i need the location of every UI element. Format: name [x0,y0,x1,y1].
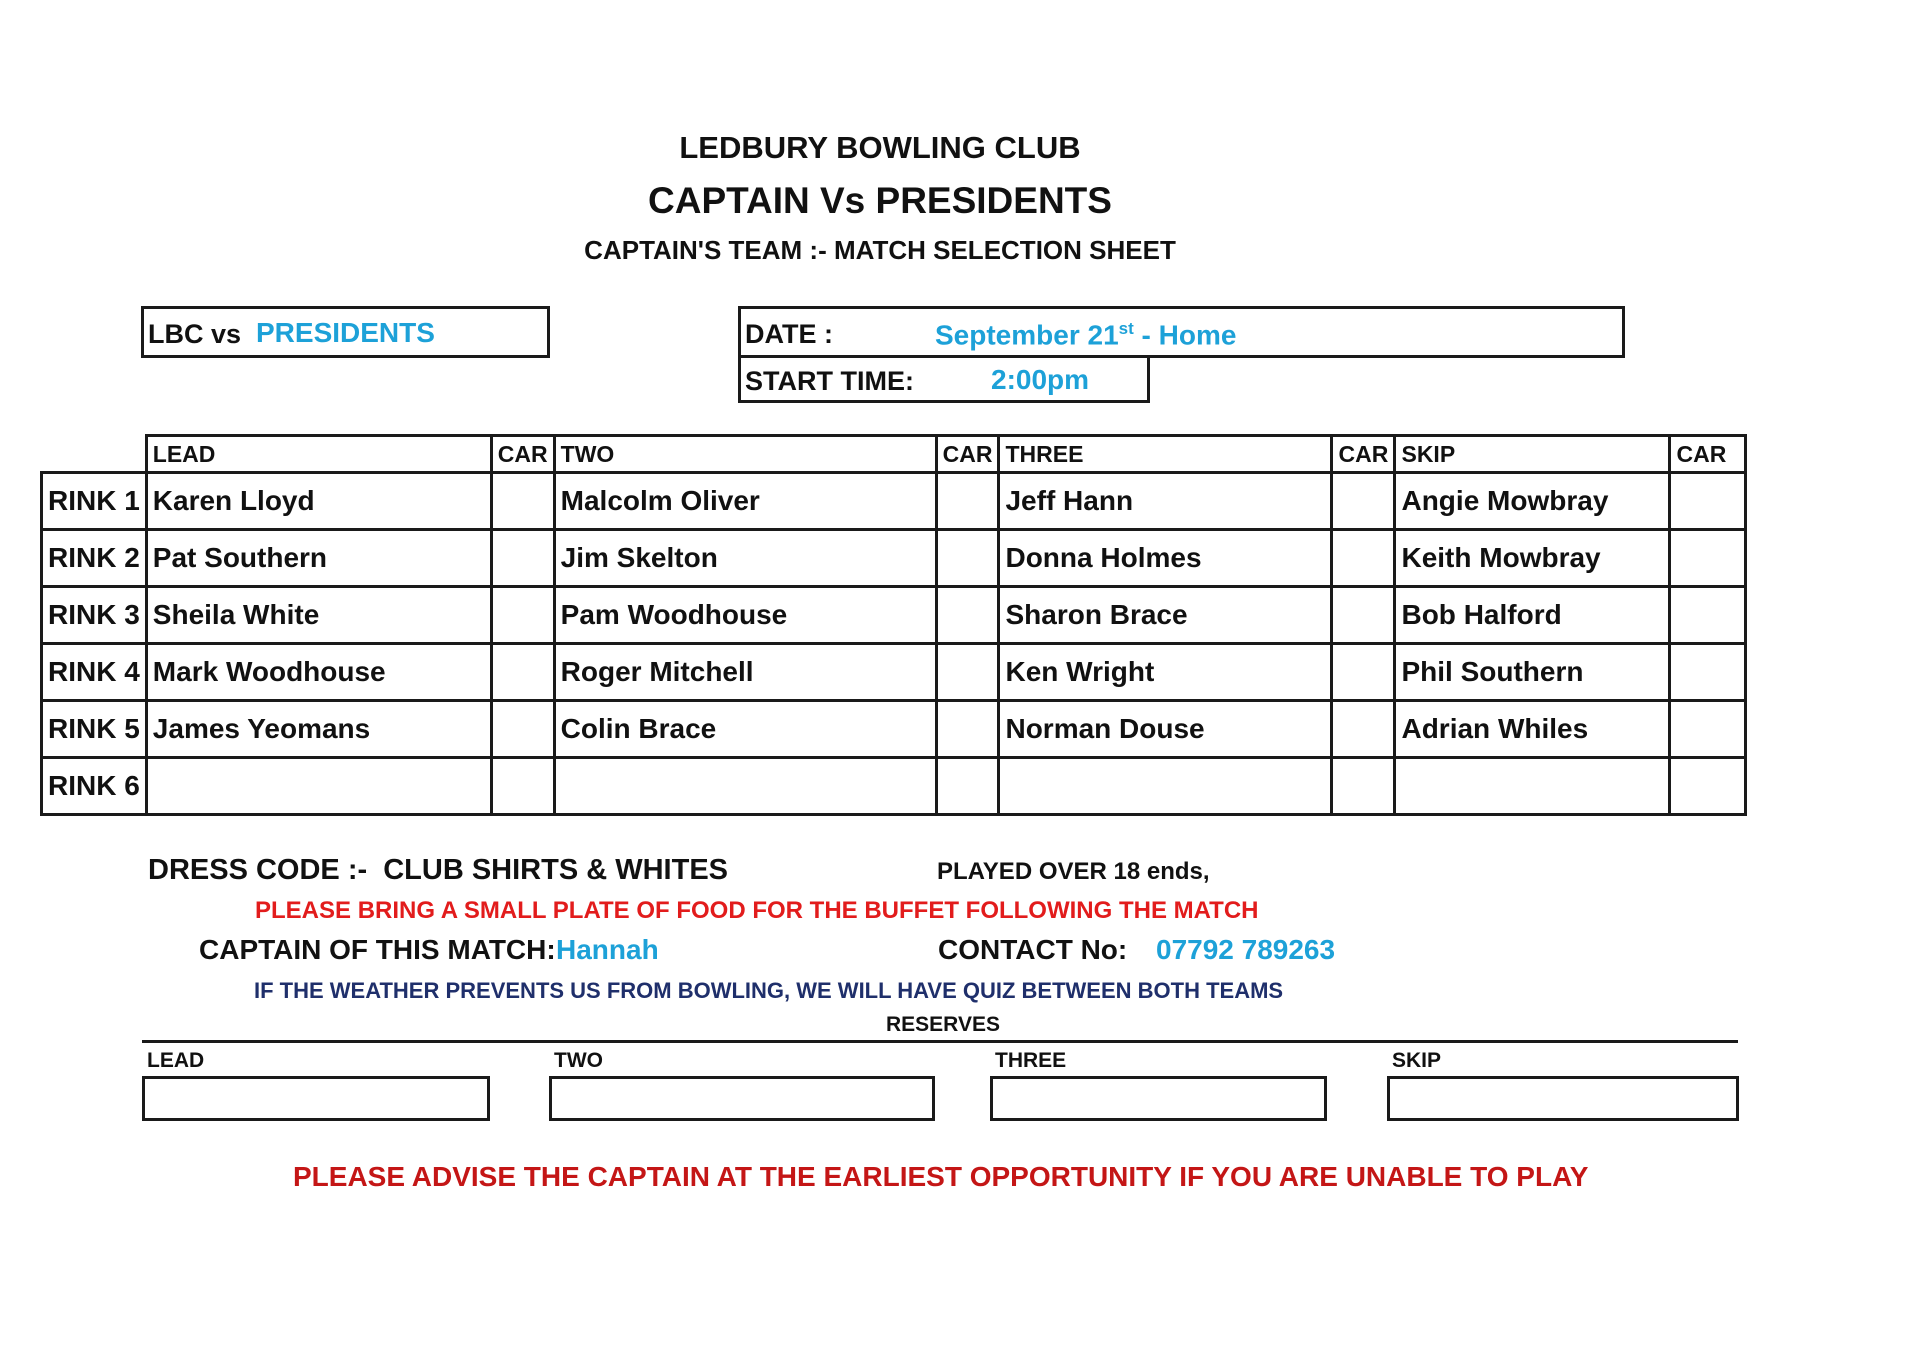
three-cell: Sharon Brace [999,587,1332,644]
reserve-label-lead: LEAD [147,1049,205,1072]
table-header-row [42,436,1746,473]
car-cell [491,701,554,758]
car-cell [491,473,554,530]
car-cell [1670,758,1746,815]
two-cell: Roger Mitchell [554,644,936,701]
date-value-sup: st [1118,319,1134,338]
col-header-lead: LEAD [146,436,491,473]
two-cell: Malcolm Oliver [554,473,936,530]
car-cell [1332,644,1395,701]
car-cell [1332,473,1395,530]
car-cell [491,587,554,644]
skip-cell: Bob Halford [1395,587,1670,644]
skip-cell: Adrian Whiles [1395,701,1670,758]
car-cell [491,644,554,701]
two-cell: Colin Brace [554,701,936,758]
car-cell [1670,701,1746,758]
three-cell: Norman Douse [999,701,1332,758]
start-time-box [738,355,1150,403]
col-header-skip: SKIP [1395,436,1670,473]
advise-note: PLEASE ADVISE THE CAPTAIN AT THE EARLIEST OPPORTUNITY IF YOU ARE UNABLE TO PLAY [293,1161,1589,1192]
start-time-value: 2:00pm [991,364,1090,395]
reserve-box-two[interactable] [549,1076,935,1121]
car-cell [1670,644,1746,701]
car-cell [491,758,554,815]
date-value [935,319,1236,351]
car-cell [936,758,999,815]
reserve-label-skip: SKIP [1392,1049,1442,1072]
car-cell [1670,587,1746,644]
col-header-car: CAR [1670,436,1746,473]
rink-label: RINK 2 [42,530,147,587]
table-row [42,473,1746,530]
contact-label: CONTACT No: [938,934,1128,965]
table-row [42,701,1746,758]
skip-cell: Angie Mowbray [1395,473,1670,530]
table-row [42,758,1746,815]
rinks-table [40,434,1747,816]
date-value-main: September 21 [935,319,1119,351]
three-cell: Jeff Hann [999,473,1332,530]
date-box [738,306,1625,358]
club-title: LEDBURY BOWLING CLUB [679,130,1081,165]
table-row [42,644,1746,701]
reserve-label-two: TWO [554,1049,603,1072]
three-cell: Ken Wright [999,644,1332,701]
col-header-two: TWO [554,436,936,473]
sheet-title: CAPTAIN'S TEAM :- MATCH SELECTION SHEET [584,235,1176,265]
reserves-title: RESERVES [886,1013,1000,1036]
car-cell [936,701,999,758]
two-cell [554,758,936,815]
car-cell [936,530,999,587]
car-cell [1332,701,1395,758]
lead-cell: Karen Lloyd [146,473,491,530]
lead-cell [146,758,491,815]
car-cell [1670,530,1746,587]
skip-cell: Keith Mowbray [1395,530,1670,587]
col-header-car: CAR [1332,436,1395,473]
reserve-label-three: THREE [995,1049,1067,1072]
reserve-box-three[interactable] [990,1076,1327,1121]
opponent-box [141,306,550,358]
date-value-suffix: - Home [1133,319,1237,351]
skip-cell: Phil Southern [1395,644,1670,701]
contact-value: 07792 789263 [1156,934,1336,965]
lead-cell: James Yeomans [146,701,491,758]
col-header-car: CAR [936,436,999,473]
dress-code: DRESS CODE :- CLUB SHIRTS & WHITES [148,854,729,886]
date-label: DATE : [745,319,833,349]
car-cell [936,644,999,701]
match-title: CAPTAIN Vs PRESIDENTS [648,180,1112,221]
car-cell [1332,758,1395,815]
car-cell [936,473,999,530]
col-header-three: THREE [999,436,1332,473]
reserves-divider [142,1040,1738,1043]
lead-cell: Pat Southern [146,530,491,587]
three-cell [999,758,1332,815]
two-cell: Pam Woodhouse [554,587,936,644]
col-header-car: CAR [491,436,554,473]
table-row [42,530,1746,587]
lead-cell: Mark Woodhouse [146,644,491,701]
played-over: PLAYED OVER 18 ends, [937,858,1210,885]
car-cell [1332,587,1395,644]
two-cell: Jim Skelton [554,530,936,587]
opponent-label: LBC vs [148,319,242,349]
car-cell [936,587,999,644]
food-note: PLEASE BRING A SMALL PLATE OF FOOD FOR THE BUFFET FOLLOWING THE MATCH [255,897,1259,924]
lead-cell: Sheila White [146,587,491,644]
captain-value: Hannah [556,934,659,965]
rink-label: RINK 3 [42,587,147,644]
rink-label: RINK 4 [42,644,147,701]
reserve-box-skip[interactable] [1387,1076,1739,1121]
rink-label: RINK 1 [42,473,147,530]
table-row [42,587,1746,644]
reserve-box-lead[interactable] [142,1076,490,1121]
car-cell [1332,530,1395,587]
opponent-value: PRESIDENTS [256,317,435,348]
three-cell: Donna Holmes [999,530,1332,587]
car-cell [1670,473,1746,530]
rink-label: RINK 5 [42,701,147,758]
table-corner [42,436,147,473]
rink-label: RINK 6 [42,758,147,815]
captain-label: CAPTAIN OF THIS MATCH: [199,934,556,965]
skip-cell [1395,758,1670,815]
car-cell [491,530,554,587]
weather-note: IF THE WEATHER PREVENTS US FROM BOWLING, WE WILL HAVE QUIZ BETWEEN BOTH TEAMS [254,978,1284,1003]
start-time-label: START TIME: [745,366,914,396]
